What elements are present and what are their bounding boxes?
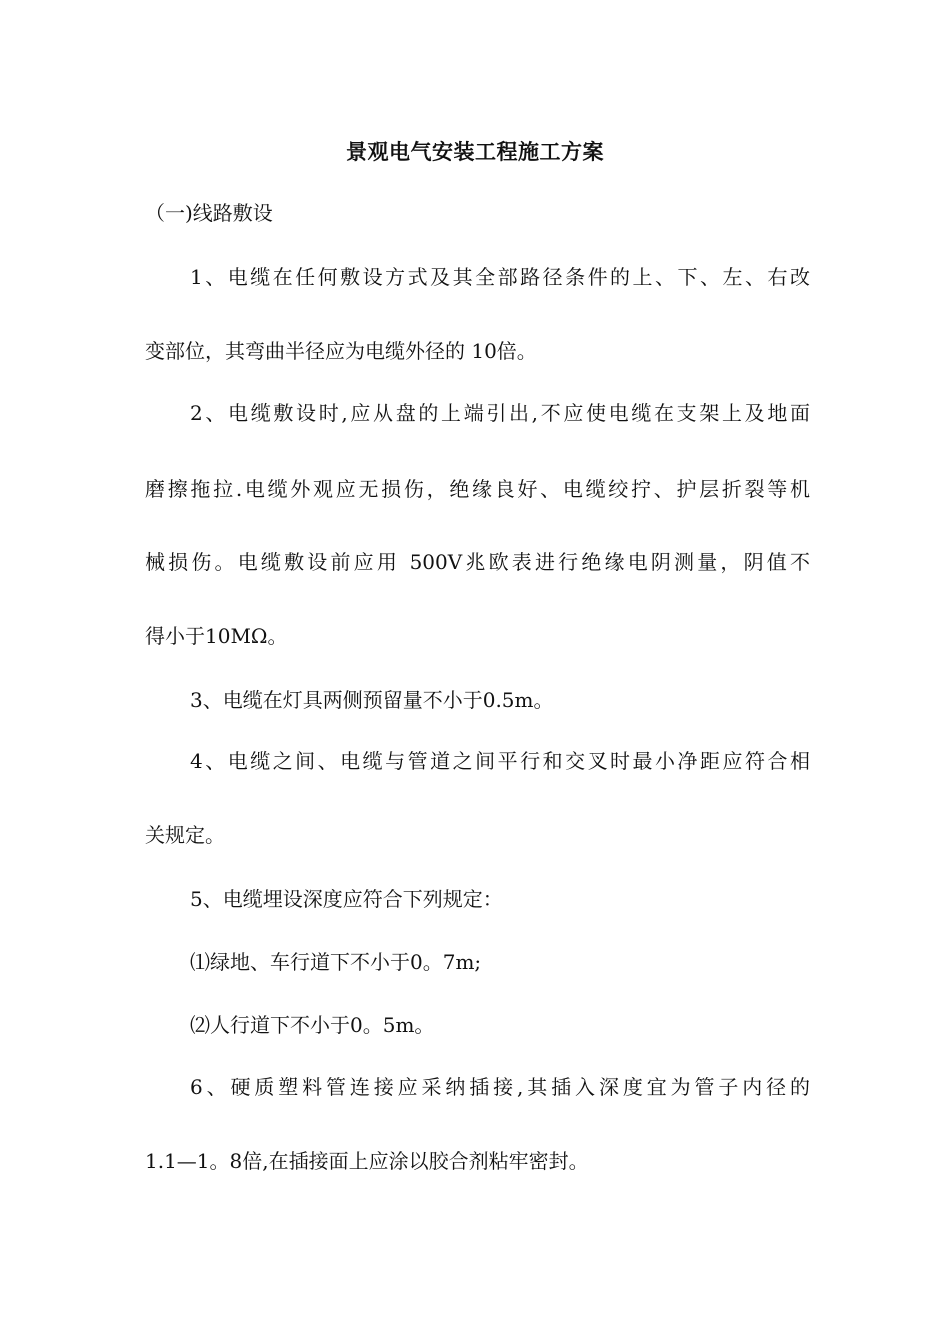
paragraph-line: 6、硬质塑料管连接应采纳插接,其插入深度宜为管子内径的 [190,1075,810,1099]
paragraph-line: ⑴绿地、车行道下不小于0。7m; [190,950,482,974]
paragraph-line: 1、电缆在任何敷设方式及其全部路径条件的上、下、左、右改 [190,265,810,289]
paragraph-line: 3、电缆在灯具两侧预留量不小于0.5m。 [190,688,554,712]
paragraph-line: 械损伤。电缆敷设前应用 500V兆欧表进行绝缘电阴测量，阴值不 [145,550,810,574]
paragraph-line: 1.1—1。8倍,在插接面上应涂以胶合剂粘牢密封。 [145,1149,589,1173]
document-title: 景观电气安装工程施工方案 [346,139,604,164]
section-heading: （一)线路敷设 [145,201,273,225]
paragraph-line: 关规定。 [145,823,225,847]
paragraph-line: ⑵人行道下不小于0。5m。 [190,1013,435,1037]
paragraph-line: 得小于10MΩ。 [145,624,288,648]
paragraph-line: 变部位，其弯曲半径应为电缆外径的 10倍。 [145,339,537,363]
paragraph-line: 4、电缆之间、电缆与管道之间平行和交叉时最小净距应符合相 [190,749,810,773]
paragraph-line: 2、电缆敷设时,应从盘的上端引出,不应使电缆在支架上及地面 [190,401,810,425]
paragraph-line: 5、电缆埋设深度应符合下列规定： [190,887,503,911]
paragraph-line: 磨擦拖拉.电缆外观应无损伤，绝缘良好、电缆绞拧、护层折裂等机 [145,477,810,501]
